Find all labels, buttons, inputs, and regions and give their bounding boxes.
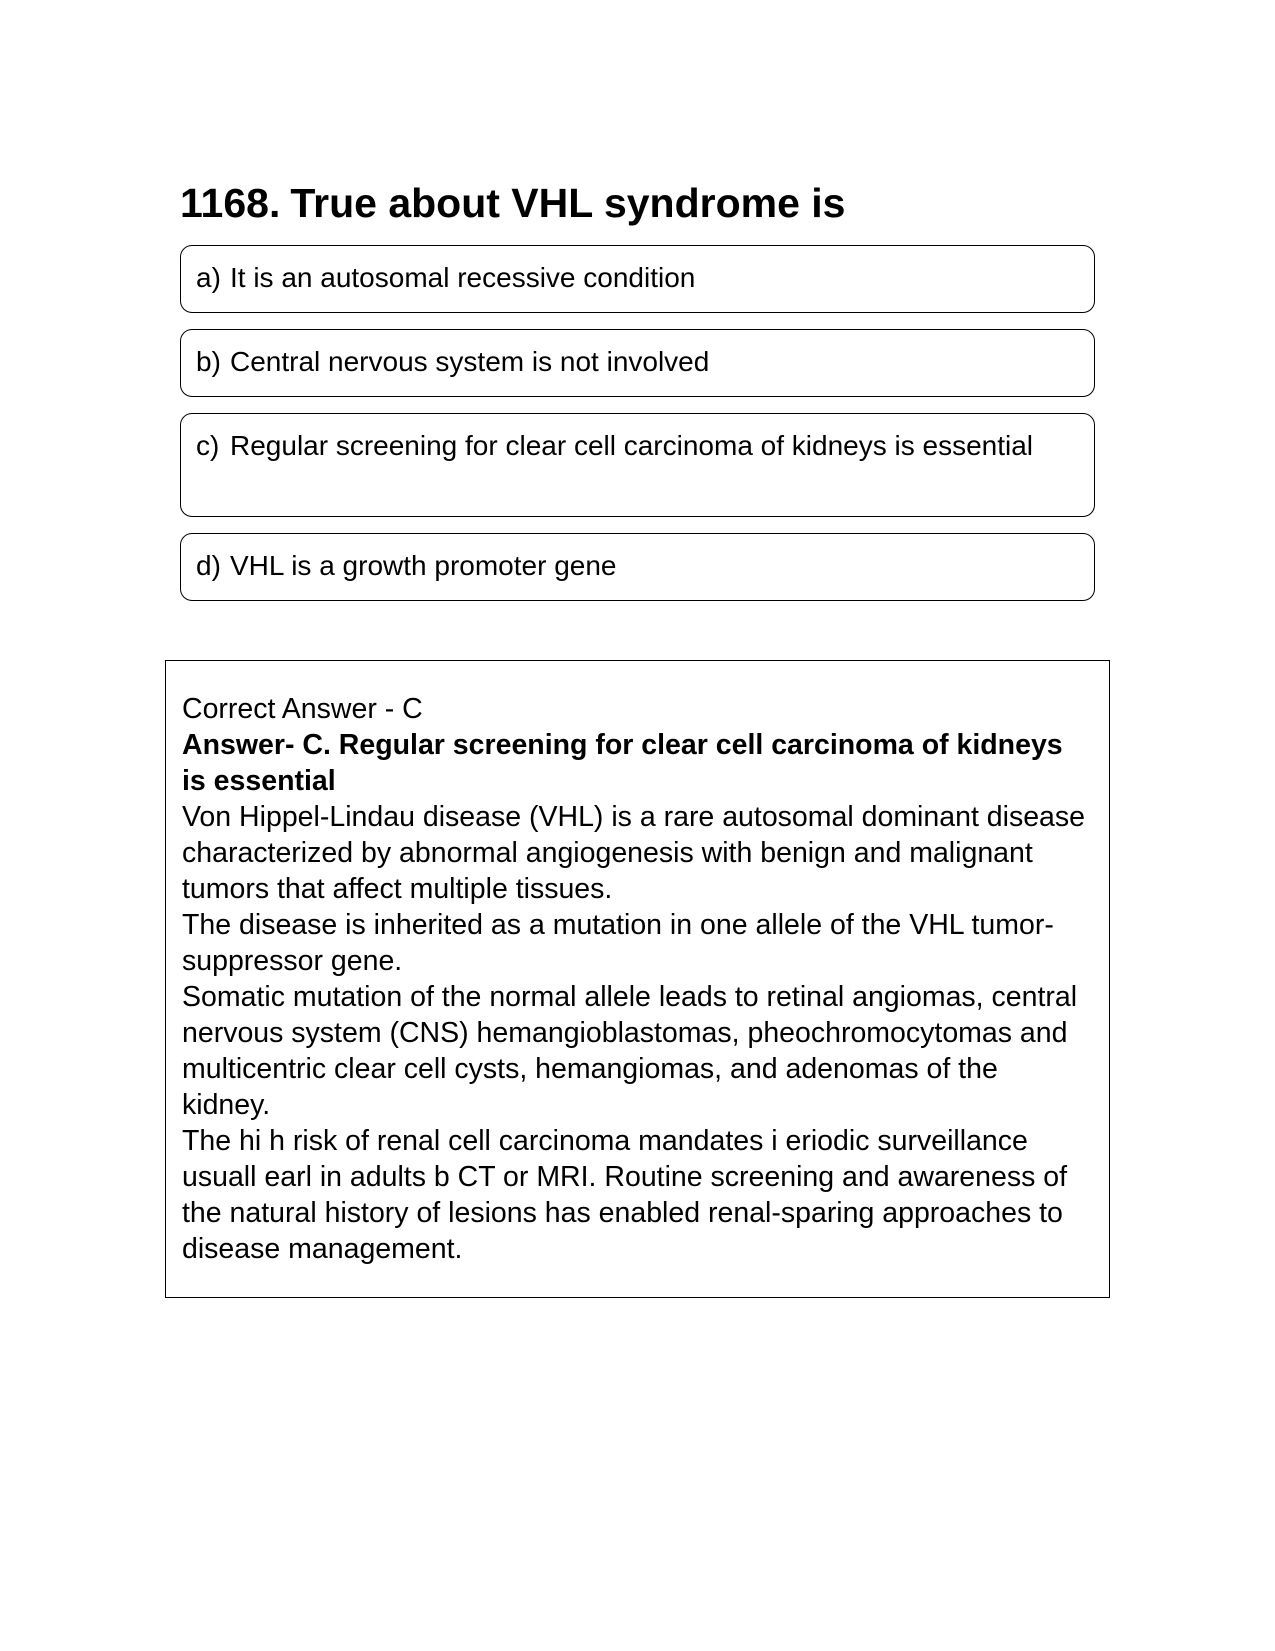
option-letter: b) (196, 346, 221, 377)
explanation-paragraph: Somatic mutation of the normal allele leads to retinal angiomas, central nervous system (CNS) hemangioblastomas, pheochromocytomas and multicentric clear cell cysts, hemangiomas, and adenomas of the kidney. (182, 981, 1078, 1121)
answer-heading: Answer- C. Regular screening for clear cell carcinoma of kidneys is essential (182, 729, 1063, 797)
question-text: True about VHL syndrome is (290, 180, 846, 226)
option-letter: d) (196, 550, 221, 581)
option-letter: c) (196, 430, 220, 461)
option-b[interactable] (180, 329, 1095, 397)
question-title (180, 178, 1100, 228)
explanation-paragraph: Von Hippel-Lindau disease (VHL) is a rare autosomal dominant disease characterized by abnormal angiogenesis with benign and malignant tumors that affect multiple tissues. (182, 801, 1086, 905)
option-text: It is an autosomal recessive condition (230, 262, 696, 293)
option-d[interactable] (180, 533, 1095, 601)
option-c[interactable] (180, 413, 1095, 517)
answer-explanation-box (165, 660, 1110, 1298)
explanation-paragraph: The disease is inherited as a mutation in one allele of the VHL tumor-suppressor gene. (182, 909, 1054, 977)
option-text: Regular screening for clear cell carcinoma of kidneys is essential (230, 430, 1034, 461)
correct-answer-line: Correct Answer - C (182, 693, 423, 725)
option-a[interactable] (180, 245, 1095, 313)
option-letter: a) (196, 262, 221, 293)
option-text: Central nervous system is not involved (230, 346, 710, 377)
question-number: 1168. (180, 180, 281, 226)
option-text: VHL is a growth promoter gene (230, 550, 617, 581)
explanation-paragraph: The hi h risk of renal cell carcinoma mandates i eriodic surveillance usuall earl in adults b CT or MRI. Routine screening and awareness of the natural history of lesions has enabled renal-sparing approaches to disease management. (182, 1125, 1068, 1265)
